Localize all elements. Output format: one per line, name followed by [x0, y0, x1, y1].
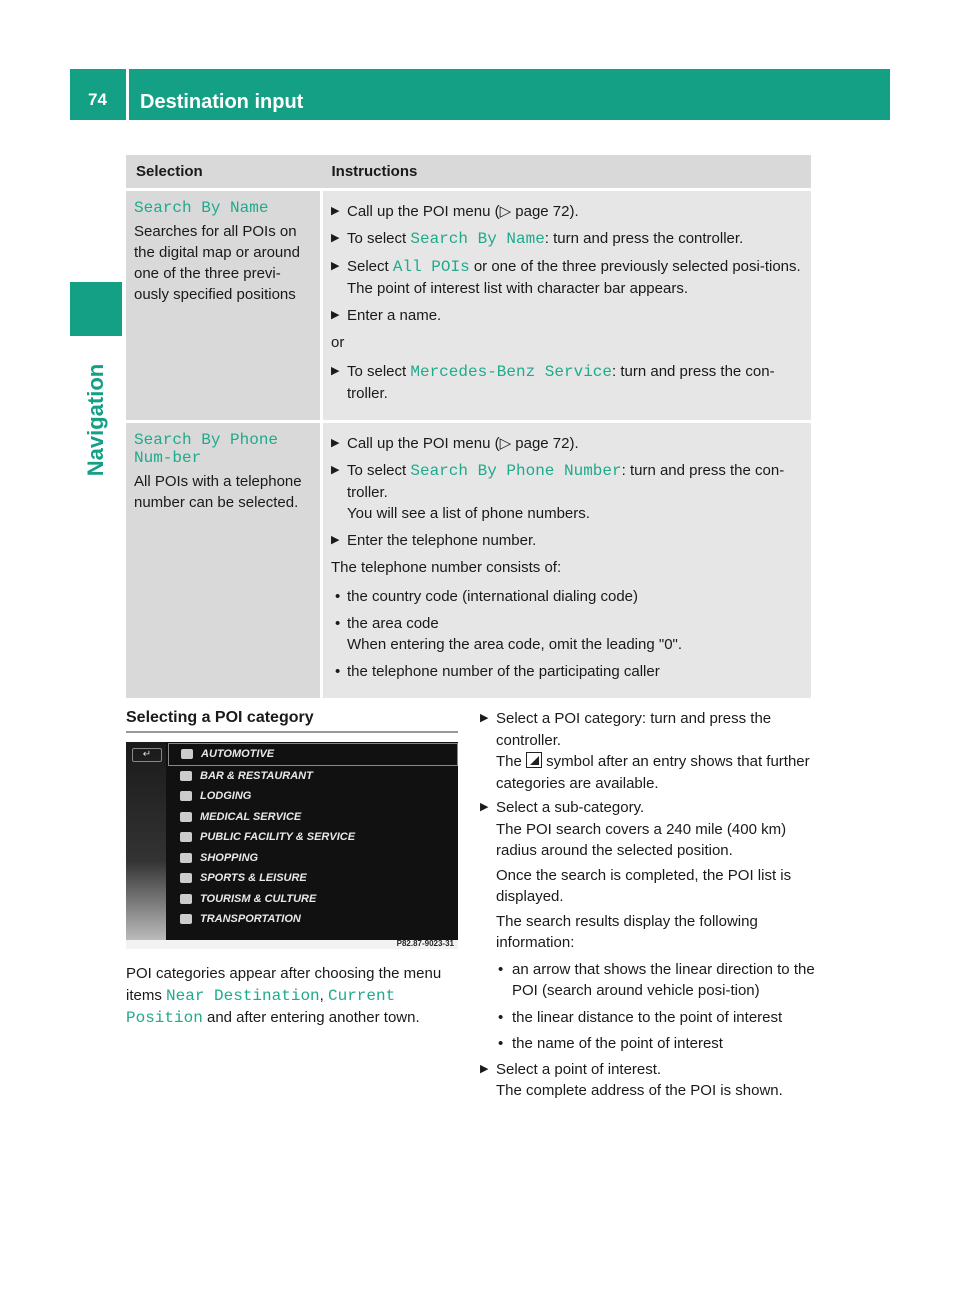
header-divider	[126, 69, 129, 120]
list-item: PUBLIC FACILITY & SERVICE	[168, 827, 458, 848]
submenu-triangle-icon	[526, 752, 542, 768]
step-result: You will see a list of phone numbers.	[347, 505, 590, 522]
sidebar-section-label: Navigation	[83, 363, 108, 477]
list-item: MEDICAL SERVICE	[168, 807, 458, 828]
instructions-table	[126, 155, 811, 698]
step: ▶ To select Search By Name: turn and press the controller.	[331, 230, 744, 248]
step: ▶ To select Search By Phone Number: turn and press the con-troller. You will see a list of phone numbers.	[331, 462, 785, 522]
arrow-icon: ▶	[480, 1062, 489, 1075]
arrow-icon: ▶	[331, 260, 340, 272]
figure-code-bar	[126, 940, 458, 949]
back-icon: ↵	[132, 748, 162, 762]
list-item: • the name of the point of interest	[498, 1035, 723, 1052]
step-result: The point of interest list with character bar appears.	[347, 280, 689, 297]
poi-category-list	[168, 742, 458, 940]
list-item: SHOPPING	[168, 848, 458, 869]
step: ▶ Select a POI category: turn and press the controller. The symbol after an entry shows that further categories are available.	[480, 710, 810, 792]
arrow-icon: ▶	[331, 365, 340, 377]
instructions-cell	[322, 190, 812, 422]
category-icon	[180, 894, 192, 904]
step: ▶ Enter the telephone number.	[331, 532, 537, 549]
table-row	[126, 422, 811, 699]
list-item: • the country code (international dialing code)	[335, 588, 639, 605]
arrow-icon: ▶	[480, 712, 489, 724]
step-result: Once the search is completed, the POI list is displayed.	[496, 866, 792, 905]
category-icon	[180, 873, 192, 883]
list-item: TOURISM & CULTURE	[168, 889, 458, 910]
instructions-cell	[322, 422, 812, 699]
list-item: • the area code When entering the area code, omit the leading "0".	[335, 615, 683, 653]
option-description: Searches for all POIs on the digital map or around one of the three previ-ously specified positions	[134, 223, 300, 303]
list-item: BAR & RESTAURANT	[168, 766, 458, 787]
screen-left-pane	[126, 742, 166, 940]
page-number: 74	[88, 90, 107, 109]
category-icon	[181, 749, 193, 759]
column-header-selection: Selection	[126, 155, 322, 190]
consists-text: The telephone number consists of:	[331, 559, 562, 576]
step: ▶ Enter a name.	[331, 307, 442, 324]
arrow-icon: ▶	[331, 309, 340, 321]
list-item: TRANSPORTATION	[168, 909, 458, 930]
sidebar-tab-marker	[70, 282, 122, 336]
or-text: or	[331, 334, 345, 351]
step-result: The search results display the following information:	[496, 912, 758, 951]
step: ▶ Select All POIs or one of the three previously selected posi-tions. The point of interest list with character bar appears.	[331, 258, 801, 297]
arrow-icon: ▶	[331, 205, 340, 217]
selection-cell	[126, 422, 322, 699]
category-icon	[180, 853, 192, 863]
selection-cell	[126, 190, 322, 422]
caption-paragraph: POI categories appear after choosing the menu items Near Destination, Current Position and after entering another town.	[126, 965, 442, 1027]
category-icon	[180, 812, 192, 822]
list-item: • the linear distance to the point of interest	[498, 1008, 783, 1026]
category-icon	[180, 771, 192, 781]
step: ▶ To select Mercedes-Benz Service: turn and press the con-troller.	[331, 363, 775, 402]
list-item: AUTOMOTIVE	[168, 743, 458, 766]
step: ▶ Call up the POI menu (▷ page 72).	[331, 435, 579, 452]
step: ▶ Select a point of interest. The complete address of the POI is shown.	[480, 1060, 783, 1099]
steps-column	[480, 708, 820, 1105]
step: ▶ Select a sub-category. The POI search covers a 240 mile (400 km) radius around the selected position.	[480, 799, 787, 859]
option-description: All POIs with a telephone number can be selected.	[134, 473, 302, 511]
list-item: • the telephone number of the participating caller	[335, 663, 660, 680]
menu-option: Search By Name	[134, 199, 269, 217]
table-header-row	[126, 155, 811, 190]
figure-code: P82.87-9023-31	[396, 939, 454, 948]
arrow-icon: ▶	[331, 232, 340, 244]
arrow-icon: ▶	[331, 464, 340, 476]
menu-option: Search By Phone Num-ber	[134, 431, 279, 467]
page-header	[70, 69, 890, 120]
category-icon	[180, 914, 192, 924]
section-heading: Selecting a POI category	[126, 709, 458, 733]
category-icon	[180, 832, 192, 842]
list-item: LODGING	[168, 786, 458, 807]
step: ▶ Call up the POI menu (▷ page 72).	[331, 203, 579, 220]
list-item: • an arrow that shows the linear direction to the POI (search around vehicle posi-tion)	[498, 960, 815, 999]
page-title: Destination input	[140, 91, 304, 113]
poi-category-screenshot	[126, 742, 458, 949]
column-header-instructions: Instructions	[322, 155, 812, 190]
arrow-icon: ▶	[331, 437, 340, 449]
arrow-icon: ▶	[331, 534, 340, 546]
table-row	[126, 190, 811, 422]
arrow-icon: ▶	[480, 801, 489, 813]
list-item: SPORTS & LEISURE	[168, 868, 458, 889]
category-icon	[180, 791, 192, 801]
